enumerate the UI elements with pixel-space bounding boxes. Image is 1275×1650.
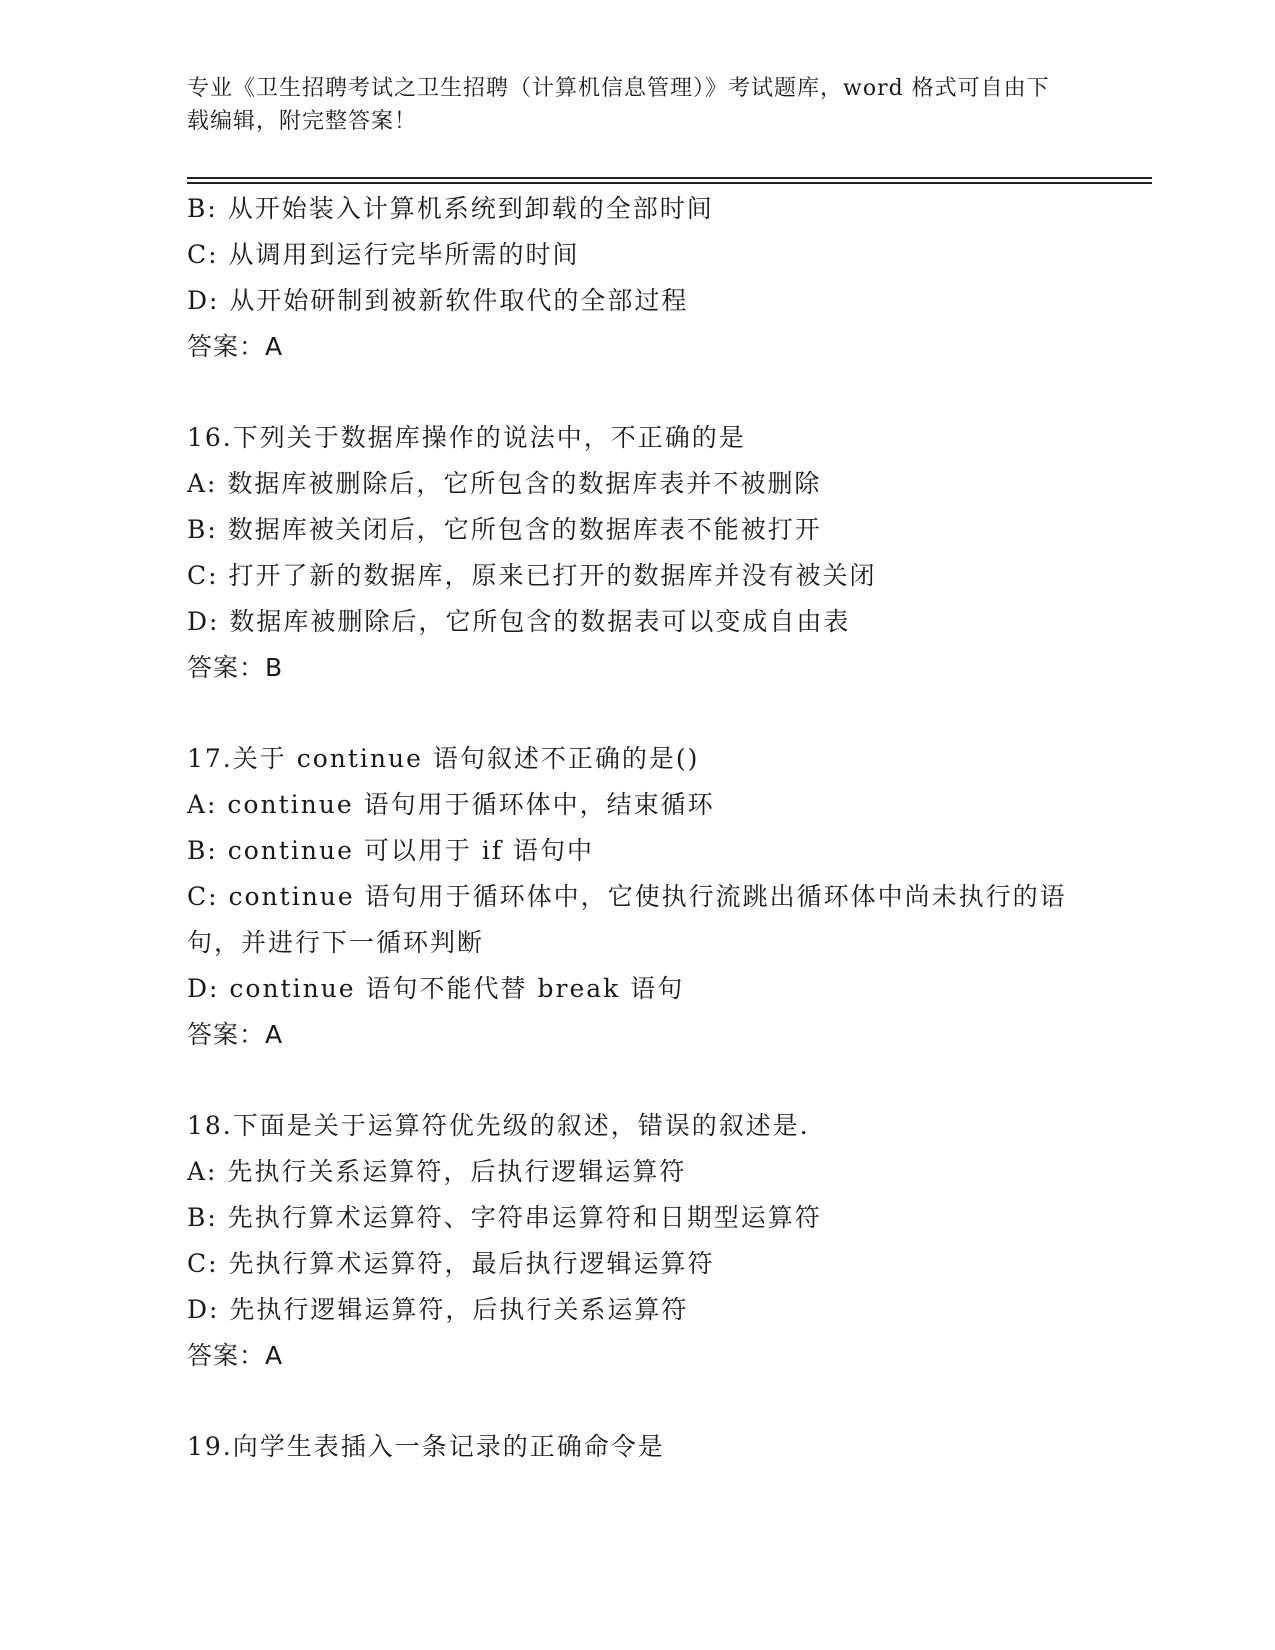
question-18 [187,1103,1087,1379]
option-b: B: 从开始装入计算机系统到卸载的全部时间 [187,194,714,223]
spacer [187,1058,1087,1103]
option-c: C: continue 语句用于循环体中，它使执行流跳出循环体中尚未执行的语句，并进行下一循环判断 [187,882,1067,957]
spacer [187,1379,1087,1424]
answer: 答案：A [187,332,284,361]
option-c: C: 从调用到运行完毕所需的时间 [187,240,580,269]
question-19 [187,1424,1087,1470]
question-text: 16.下列关于数据库操作的说法中，不正确的是 [187,423,746,452]
spacer [187,370,1087,415]
option-b: B: 数据库被关闭后，它所包含的数据库表不能被打开 [187,515,822,544]
option-d: D: 数据库被删除后，它所包含的数据表可以变成自由表 [187,607,851,636]
question-text: 17.关于 continue 语句叙述不正确的是() [187,744,700,773]
document-intro: 专业《卫生招聘考试之卫生招聘（计算机信息管理）》考试题库，word 格式可自由下载编辑，附完整答案！ [187,76,1050,134]
option-a: A: continue 语句用于循环体中，结束循环 [187,790,715,819]
option-c: C: 打开了新的数据库，原来已打开的数据库并没有被关闭 [187,561,877,590]
option-a: A: 数据库被删除后，它所包含的数据库表并不被删除 [187,469,822,498]
option-d: D: 先执行逻辑运算符，后执行关系运算符 [187,1295,689,1324]
question-15 [187,186,1087,370]
question-list [187,186,1087,1470]
spacer [187,691,1087,736]
answer: 答案：A [187,1020,284,1049]
option-c: C: 先执行算术运算符，最后执行逻辑运算符 [187,1249,715,1278]
answer: 答案：A [187,1341,284,1370]
question-16 [187,415,1087,691]
option-b: B: 先执行算术运算符、字符串运算符和日期型运算符 [187,1203,822,1232]
question-text: 18.下面是关于运算符优先级的叙述，错误的叙述是. [187,1111,810,1140]
option-b: B: continue 可以用于 if 语句中 [187,836,595,865]
option-a: A: 先执行关系运算符，后执行逻辑运算符 [187,1157,687,1186]
header-divider-top [187,177,1152,179]
answer: 答案：B [187,653,284,682]
header-divider-bottom [187,182,1152,184]
question-text: 19.向学生表插入一条记录的正确命令是 [187,1432,665,1461]
question-17 [187,736,1087,1058]
option-d: D: 从开始研制到被新软件取代的全部过程 [187,286,689,315]
option-d: D: continue 语句不能代替 break 语句 [187,974,685,1003]
